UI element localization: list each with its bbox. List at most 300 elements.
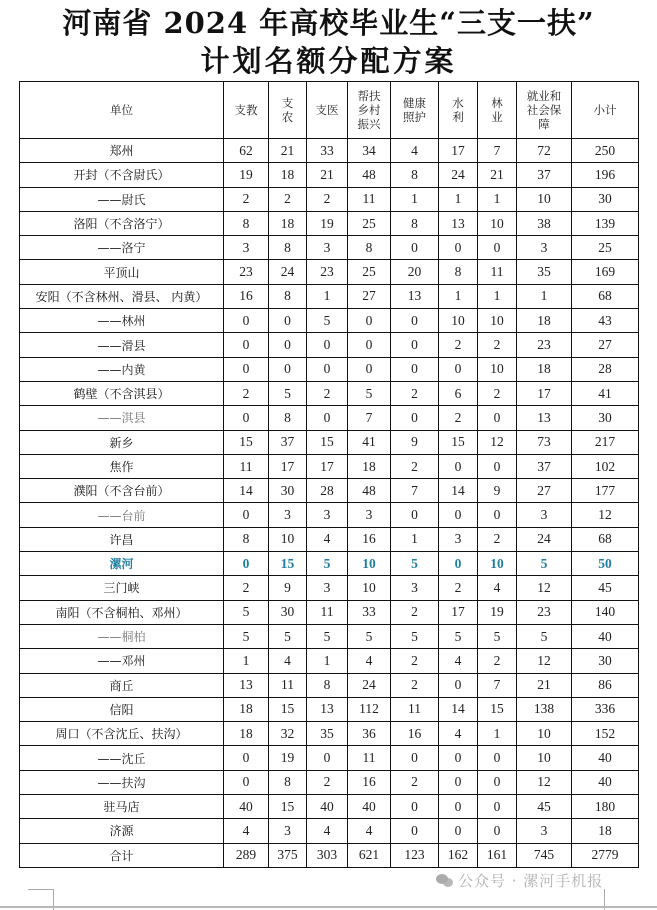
table-row — [20, 284, 639, 308]
value-cell: 11 — [269, 673, 307, 697]
value-cell: 1 — [478, 284, 517, 308]
value-cell: 35 — [517, 260, 572, 284]
value-cell: 140 — [572, 600, 639, 624]
value-cell: 1 — [307, 284, 348, 308]
value-cell: 9 — [269, 576, 307, 600]
value-cell: 152 — [572, 722, 639, 746]
unit-cell: 三门峡 — [20, 576, 224, 600]
value-cell: 4 — [348, 819, 391, 843]
table-row — [20, 139, 639, 163]
table-row — [20, 722, 639, 746]
value-cell: 10 — [439, 309, 478, 333]
value-cell: 2 — [224, 576, 269, 600]
value-cell: 0 — [224, 357, 269, 381]
value-cell: 48 — [348, 479, 391, 503]
table-row — [20, 357, 639, 381]
value-cell: 19 — [478, 600, 517, 624]
value-cell: 30 — [572, 406, 639, 430]
value-cell: 68 — [572, 284, 639, 308]
table-row — [20, 406, 639, 430]
value-cell: 33 — [307, 139, 348, 163]
value-cell: 0 — [439, 819, 478, 843]
unit-cell: 济源 — [20, 819, 224, 843]
value-cell: 4 — [224, 819, 269, 843]
value-cell: 12 — [517, 770, 572, 794]
value-cell: 0 — [269, 309, 307, 333]
value-cell: 3 — [224, 236, 269, 260]
allocation-table — [19, 81, 639, 868]
value-cell: 169 — [572, 260, 639, 284]
value-cell: 0 — [439, 236, 478, 260]
value-cell: 86 — [572, 673, 639, 697]
value-cell: 15 — [269, 795, 307, 819]
unit-cell: 驻马店 — [20, 795, 224, 819]
table-row — [20, 552, 639, 576]
value-cell: 0 — [391, 503, 439, 527]
value-cell: 5 — [517, 552, 572, 576]
value-cell: 13 — [439, 211, 478, 235]
header-forestry: 林业 — [478, 82, 517, 139]
value-cell: 9 — [478, 479, 517, 503]
value-cell: 36 — [348, 722, 391, 746]
value-cell: 0 — [348, 357, 391, 381]
value-cell: 40 — [348, 795, 391, 819]
header-subtotal: 小计 — [572, 82, 639, 139]
value-cell: 10 — [517, 722, 572, 746]
value-cell: 0 — [439, 357, 478, 381]
value-cell: 25 — [348, 260, 391, 284]
value-cell: 10 — [517, 187, 572, 211]
value-cell: 0 — [478, 454, 517, 478]
value-cell: 0 — [307, 746, 348, 770]
value-cell: 745 — [517, 843, 572, 867]
value-cell: 3 — [307, 503, 348, 527]
value-cell: 15 — [269, 552, 307, 576]
value-cell: 3 — [269, 819, 307, 843]
value-cell: 14 — [439, 697, 478, 721]
value-cell: 30 — [572, 187, 639, 211]
header-water-conservancy: 水利 — [439, 82, 478, 139]
table-row — [20, 454, 639, 478]
table-row — [20, 795, 639, 819]
unit-cell: 开封（不含尉氏） — [20, 163, 224, 187]
value-cell: 8 — [224, 527, 269, 551]
value-cell: 9 — [391, 430, 439, 454]
value-cell: 0 — [224, 746, 269, 770]
value-cell: 0 — [391, 357, 439, 381]
table-row — [20, 333, 639, 357]
value-cell: 2 — [224, 381, 269, 405]
value-cell: 0 — [348, 333, 391, 357]
value-cell: 10 — [348, 552, 391, 576]
value-cell: 0 — [478, 770, 517, 794]
table-row — [20, 649, 639, 673]
value-cell: 23 — [307, 260, 348, 284]
value-cell: 2 — [307, 187, 348, 211]
value-cell: 0 — [391, 819, 439, 843]
value-cell: 13 — [224, 673, 269, 697]
value-cell: 8 — [307, 673, 348, 697]
value-cell: 0 — [391, 333, 439, 357]
table-row — [20, 819, 639, 843]
value-cell: 18 — [269, 163, 307, 187]
value-cell: 48 — [348, 163, 391, 187]
value-cell: 34 — [348, 139, 391, 163]
unit-cell: ——滑县 — [20, 333, 224, 357]
value-cell: 24 — [517, 527, 572, 551]
header-health-care: 健康照护 — [391, 82, 439, 139]
value-cell: 15 — [269, 697, 307, 721]
value-cell: 10 — [478, 552, 517, 576]
value-cell: 4 — [307, 819, 348, 843]
value-cell: 16 — [224, 284, 269, 308]
value-cell: 68 — [572, 527, 639, 551]
value-cell: 8 — [439, 260, 478, 284]
value-cell: 1 — [439, 187, 478, 211]
value-cell: 2 — [478, 649, 517, 673]
value-cell: 17 — [517, 381, 572, 405]
unit-cell: ——洛宁 — [20, 236, 224, 260]
value-cell: 11 — [391, 697, 439, 721]
value-cell: 2 — [439, 406, 478, 430]
value-cell: 12 — [572, 503, 639, 527]
value-cell: 73 — [517, 430, 572, 454]
value-cell: 0 — [224, 406, 269, 430]
value-cell: 15 — [307, 430, 348, 454]
value-cell: 0 — [391, 746, 439, 770]
value-cell: 0 — [439, 454, 478, 478]
value-cell: 2 — [478, 381, 517, 405]
value-cell: 0 — [224, 333, 269, 357]
unit-cell: 安阳（不含林州、滑县、 内黄） — [20, 284, 224, 308]
value-cell: 21 — [517, 673, 572, 697]
table-row — [20, 843, 639, 867]
unit-cell: 周口（不含沈丘、扶沟） — [20, 722, 224, 746]
unit-cell: ——扶沟 — [20, 770, 224, 794]
value-cell: 30 — [269, 600, 307, 624]
value-cell: 2 — [391, 600, 439, 624]
table-row — [20, 260, 639, 284]
table-row — [20, 479, 639, 503]
value-cell: 5 — [439, 624, 478, 648]
value-cell: 1 — [439, 284, 478, 308]
value-cell: 0 — [439, 503, 478, 527]
value-cell: 17 — [307, 454, 348, 478]
document-title-line2: 计划名额分配方案 — [200, 44, 457, 78]
unit-cell: ——邓州 — [20, 649, 224, 673]
value-cell: 5 — [391, 552, 439, 576]
unit-cell: ——尉氏 — [20, 187, 224, 211]
value-cell: 4 — [348, 649, 391, 673]
value-cell: 2 — [269, 187, 307, 211]
value-cell: 3 — [391, 576, 439, 600]
value-cell: 250 — [572, 139, 639, 163]
value-cell: 0 — [269, 333, 307, 357]
value-cell: 2 — [307, 381, 348, 405]
value-cell: 10 — [478, 357, 517, 381]
unit-cell: ——沈丘 — [20, 746, 224, 770]
table-row — [20, 236, 639, 260]
value-cell: 7 — [478, 139, 517, 163]
value-cell: 18 — [572, 819, 639, 843]
wechat-icon — [436, 874, 454, 888]
value-cell: 0 — [307, 357, 348, 381]
value-cell: 11 — [348, 746, 391, 770]
value-cell: 138 — [517, 697, 572, 721]
value-cell: 0 — [224, 503, 269, 527]
value-cell: 37 — [517, 454, 572, 478]
value-cell: 8 — [269, 284, 307, 308]
value-cell: 102 — [572, 454, 639, 478]
value-cell: 6 — [439, 381, 478, 405]
value-cell: 2 — [224, 187, 269, 211]
value-cell: 8 — [391, 163, 439, 187]
table-row — [20, 527, 639, 551]
value-cell: 7 — [478, 673, 517, 697]
unit-cell: ——内黄 — [20, 357, 224, 381]
value-cell: 18 — [517, 357, 572, 381]
value-cell: 14 — [439, 479, 478, 503]
value-cell: 162 — [439, 843, 478, 867]
document-title-line1: 河南省 2024 年高校毕业生“三支一扶” — [62, 6, 595, 40]
value-cell: 0 — [439, 770, 478, 794]
value-cell: 8 — [391, 211, 439, 235]
table-row — [20, 187, 639, 211]
value-cell: 3 — [348, 503, 391, 527]
value-cell: 24 — [439, 163, 478, 187]
value-cell: 2 — [391, 770, 439, 794]
value-cell: 33 — [348, 600, 391, 624]
unit-cell: 漯河 — [20, 552, 224, 576]
value-cell: 5 — [391, 624, 439, 648]
value-cell: 0 — [307, 333, 348, 357]
table-row — [20, 163, 639, 187]
value-cell: 8 — [269, 236, 307, 260]
value-cell: 1 — [517, 284, 572, 308]
value-cell: 24 — [348, 673, 391, 697]
value-cell: 21 — [307, 163, 348, 187]
unit-cell: ——台前 — [20, 503, 224, 527]
value-cell: 18 — [348, 454, 391, 478]
unit-cell: ——淇县 — [20, 406, 224, 430]
value-cell: 217 — [572, 430, 639, 454]
value-cell: 28 — [307, 479, 348, 503]
unit-cell: 信阳 — [20, 697, 224, 721]
watermark — [436, 870, 603, 891]
value-cell: 16 — [348, 770, 391, 794]
value-cell: 25 — [348, 211, 391, 235]
value-cell: 20 — [391, 260, 439, 284]
value-cell: 23 — [517, 333, 572, 357]
table-body — [20, 139, 639, 868]
value-cell: 3 — [307, 236, 348, 260]
unit-cell: 焦作 — [20, 454, 224, 478]
value-cell: 336 — [572, 697, 639, 721]
value-cell: 5 — [224, 600, 269, 624]
value-cell: 41 — [572, 381, 639, 405]
value-cell: 41 — [348, 430, 391, 454]
value-cell: 0 — [391, 795, 439, 819]
value-cell: 0 — [439, 552, 478, 576]
value-cell: 8 — [269, 406, 307, 430]
value-cell: 139 — [572, 211, 639, 235]
header-rural-revitalization: 帮扶乡村振兴 — [348, 82, 391, 139]
value-cell: 0 — [478, 503, 517, 527]
value-cell: 25 — [572, 236, 639, 260]
value-cell: 2 — [391, 454, 439, 478]
value-cell: 19 — [224, 163, 269, 187]
value-cell: 0 — [224, 770, 269, 794]
value-cell: 45 — [517, 795, 572, 819]
value-cell: 1 — [391, 527, 439, 551]
value-cell: 17 — [269, 454, 307, 478]
value-cell: 5 — [224, 624, 269, 648]
value-cell: 0 — [391, 406, 439, 430]
value-cell: 43 — [572, 309, 639, 333]
value-cell: 40 — [572, 746, 639, 770]
value-cell: 37 — [269, 430, 307, 454]
value-cell: 3 — [517, 236, 572, 260]
value-cell: 18 — [224, 722, 269, 746]
value-cell: 8 — [348, 236, 391, 260]
value-cell: 0 — [269, 357, 307, 381]
value-cell: 18 — [224, 697, 269, 721]
value-cell: 2 — [391, 673, 439, 697]
value-cell: 10 — [478, 211, 517, 235]
unit-cell: ——桐柏 — [20, 624, 224, 648]
value-cell: 15 — [478, 697, 517, 721]
value-cell: 21 — [478, 163, 517, 187]
value-cell: 17 — [439, 600, 478, 624]
value-cell: 15 — [224, 430, 269, 454]
unit-cell: 许昌 — [20, 527, 224, 551]
table-row — [20, 430, 639, 454]
unit-cell: 平顶山 — [20, 260, 224, 284]
value-cell: 37 — [517, 163, 572, 187]
value-cell: 10 — [348, 576, 391, 600]
value-cell: 30 — [269, 479, 307, 503]
value-cell: 40 — [572, 770, 639, 794]
value-cell: 19 — [269, 746, 307, 770]
value-cell: 8 — [224, 211, 269, 235]
value-cell: 10 — [478, 309, 517, 333]
value-cell: 24 — [269, 260, 307, 284]
value-cell: 0 — [478, 795, 517, 819]
table-row — [20, 600, 639, 624]
value-cell: 177 — [572, 479, 639, 503]
value-cell: 303 — [307, 843, 348, 867]
value-cell: 0 — [439, 673, 478, 697]
value-cell: 21 — [269, 139, 307, 163]
value-cell: 62 — [224, 139, 269, 163]
value-cell: 2779 — [572, 843, 639, 867]
value-cell: 0 — [439, 795, 478, 819]
value-cell: 40 — [224, 795, 269, 819]
value-cell: 23 — [517, 600, 572, 624]
value-cell: 123 — [391, 843, 439, 867]
value-cell: 15 — [439, 430, 478, 454]
value-cell: 38 — [517, 211, 572, 235]
value-cell: 40 — [307, 795, 348, 819]
table-row — [20, 503, 639, 527]
value-cell: 12 — [517, 649, 572, 673]
value-cell: 8 — [269, 770, 307, 794]
value-cell: 72 — [517, 139, 572, 163]
header-unit: 单位 — [20, 82, 224, 139]
value-cell: 621 — [348, 843, 391, 867]
value-cell: 14 — [224, 479, 269, 503]
value-cell: 5 — [307, 309, 348, 333]
unit-cell: 南阳（不含桐柏、邓州） — [20, 600, 224, 624]
value-cell: 19 — [307, 211, 348, 235]
value-cell: 5 — [478, 624, 517, 648]
value-cell: 2 — [478, 333, 517, 357]
value-cell: 2 — [439, 576, 478, 600]
value-cell: 40 — [572, 624, 639, 648]
value-cell: 0 — [391, 309, 439, 333]
value-cell: 1 — [391, 187, 439, 211]
value-cell: 18 — [517, 309, 572, 333]
value-cell: 0 — [224, 309, 269, 333]
value-cell: 3 — [439, 527, 478, 551]
value-cell: 1 — [478, 722, 517, 746]
page-bottom-line — [0, 906, 657, 908]
value-cell: 180 — [572, 795, 639, 819]
value-cell: 0 — [224, 552, 269, 576]
value-cell: 2 — [391, 649, 439, 673]
value-cell: 5 — [269, 381, 307, 405]
value-cell: 196 — [572, 163, 639, 187]
value-cell: 112 — [348, 697, 391, 721]
value-cell: 13 — [307, 697, 348, 721]
value-cell: 0 — [439, 746, 478, 770]
table-row — [20, 309, 639, 333]
header-medical: 支医 — [307, 82, 348, 139]
unit-cell: 合计 — [20, 843, 224, 867]
table-row — [20, 746, 639, 770]
value-cell: 23 — [224, 260, 269, 284]
value-cell: 5 — [307, 552, 348, 576]
unit-cell: 郑州 — [20, 139, 224, 163]
value-cell: 35 — [307, 722, 348, 746]
unit-cell: 濮阳（不含台前） — [20, 479, 224, 503]
value-cell: 2 — [307, 770, 348, 794]
value-cell: 0 — [478, 236, 517, 260]
value-cell: 4 — [439, 649, 478, 673]
value-cell: 27 — [348, 284, 391, 308]
value-cell: 7 — [348, 406, 391, 430]
value-cell: 3 — [269, 503, 307, 527]
watermark-text: 公众号 · 漯河手机报 — [458, 872, 604, 890]
value-cell: 5 — [348, 381, 391, 405]
value-cell: 18 — [269, 211, 307, 235]
value-cell: 7 — [391, 479, 439, 503]
table-row — [20, 576, 639, 600]
value-cell: 2 — [478, 527, 517, 551]
header-teaching: 支教 — [224, 82, 269, 139]
value-cell: 1 — [224, 649, 269, 673]
value-cell: 17 — [439, 139, 478, 163]
value-cell: 3 — [517, 819, 572, 843]
value-cell: 4 — [391, 139, 439, 163]
value-cell: 30 — [572, 649, 639, 673]
unit-cell: ——林州 — [20, 309, 224, 333]
value-cell: 50 — [572, 552, 639, 576]
header-agriculture: 支农 — [269, 82, 307, 139]
unit-cell: 洛阳（不含洛宁） — [20, 211, 224, 235]
value-cell: 0 — [478, 819, 517, 843]
value-cell: 0 — [348, 309, 391, 333]
